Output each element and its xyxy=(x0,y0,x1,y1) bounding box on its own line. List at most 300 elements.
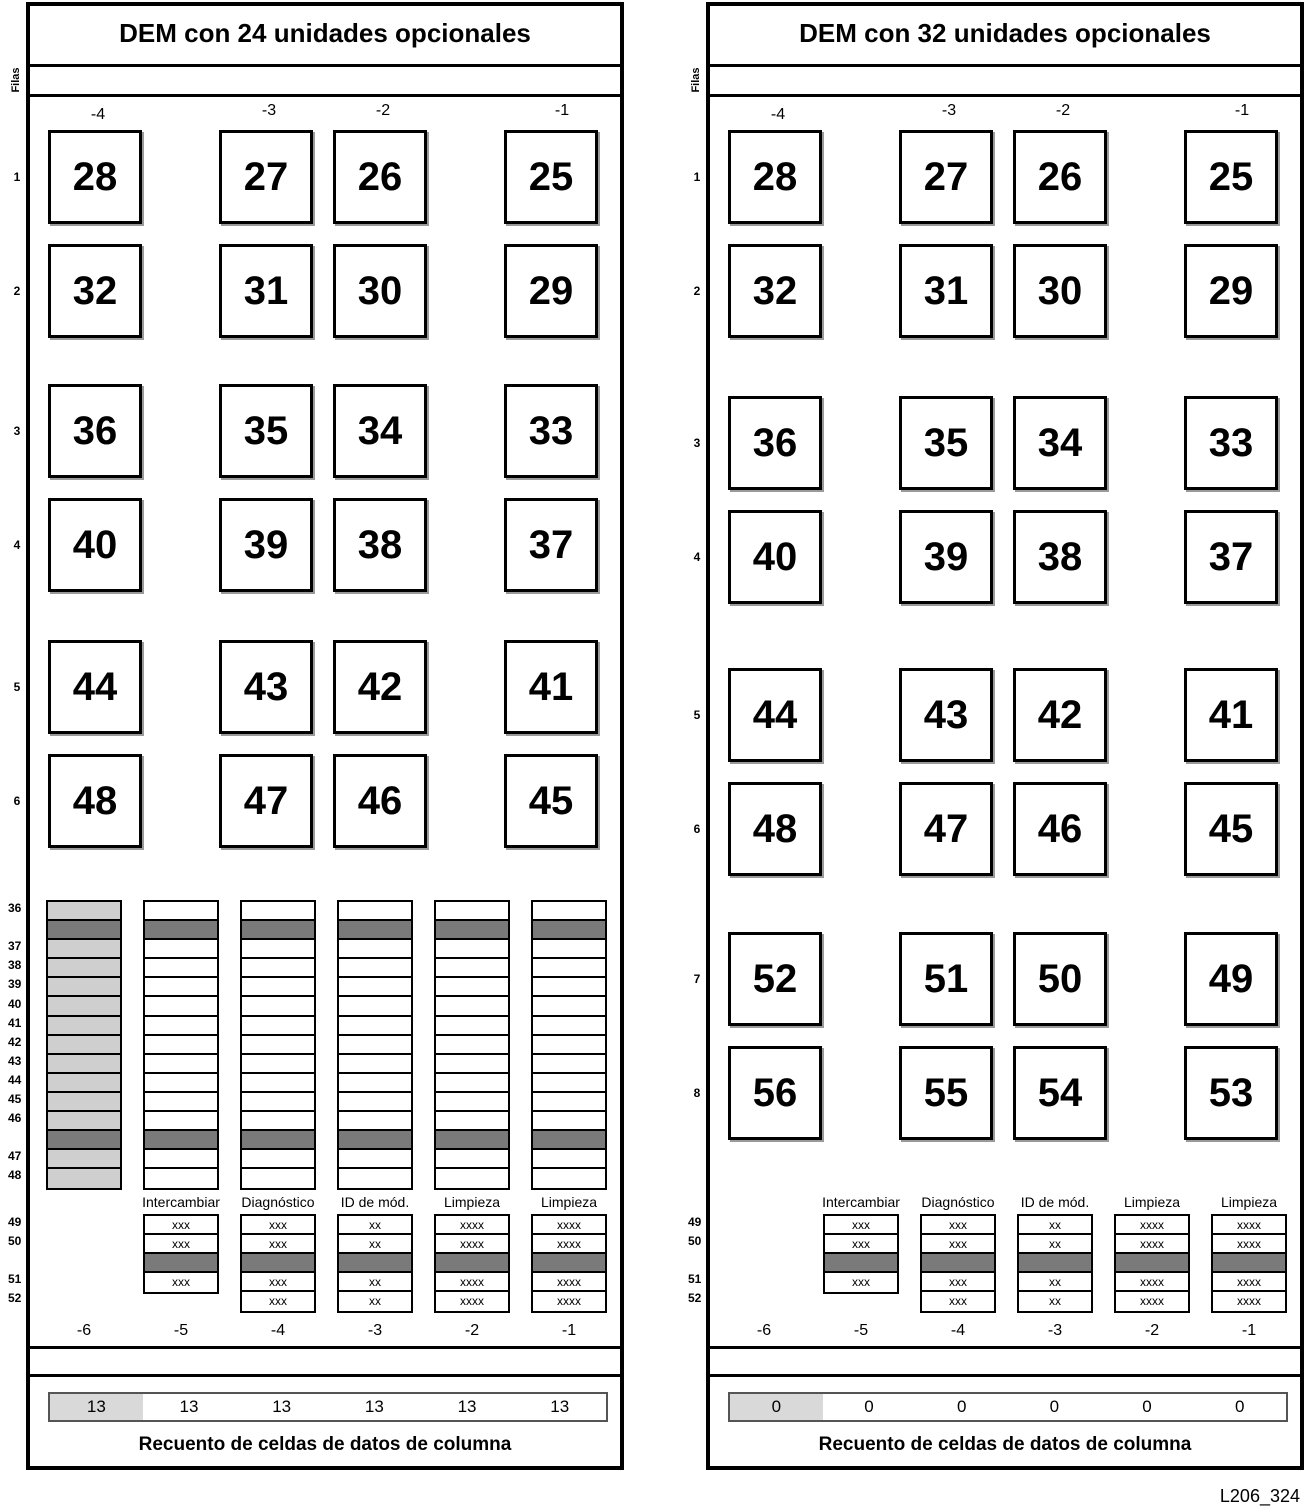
cell-row-number: 40 xyxy=(8,996,22,1011)
drive-slot[interactable]: 54 xyxy=(1013,1046,1107,1140)
storage-cell[interactable] xyxy=(339,921,411,940)
count-caption: Recuento de celdas de datos de columna xyxy=(138,1434,512,1455)
filas-label xyxy=(688,62,702,102)
special-column-label: Limpieza xyxy=(1123,1194,1181,1210)
storage-cell[interactable] xyxy=(533,1017,605,1036)
left-panel-dem-24 xyxy=(8,2,624,1470)
special-column-label: Diagnóstico xyxy=(241,1194,315,1210)
special-row-number: 49 xyxy=(688,1215,702,1229)
special-cell[interactable]: xx xyxy=(339,1235,411,1254)
special-cell[interactable]: xxx xyxy=(145,1273,217,1292)
special-row-number: 50 xyxy=(688,1234,702,1248)
column-data-cell-count-bar xyxy=(48,1392,608,1422)
column-count-value: 0 xyxy=(864,1397,874,1416)
column-count-value: 13 xyxy=(550,1397,570,1416)
storage-cell[interactable] xyxy=(242,1112,314,1131)
column-count-value: 0 xyxy=(730,1394,823,1420)
drive-slot[interactable]: 56 xyxy=(728,1046,822,1140)
drive-slot[interactable]: 31 xyxy=(899,244,993,338)
row-number: 8 xyxy=(693,1086,701,1100)
storage-cell[interactable] xyxy=(145,959,217,978)
storage-cell[interactable] xyxy=(242,1055,314,1074)
drive-slot[interactable]: 45 xyxy=(1184,782,1278,876)
storage-cell[interactable] xyxy=(436,1150,508,1169)
cell-row-number: 41 xyxy=(8,1015,22,1030)
special-column-label: Limpieza xyxy=(443,1194,501,1210)
storage-cell[interactable] xyxy=(436,940,508,959)
storage-cell[interactable] xyxy=(145,902,217,921)
storage-cell[interactable] xyxy=(339,902,411,921)
row-number: 4 xyxy=(13,538,21,552)
special-cell-column xyxy=(1114,1214,1190,1313)
special-cell[interactable]: xx xyxy=(1019,1235,1091,1254)
drive-slot[interactable]: 41 xyxy=(504,640,598,734)
special-cell[interactable]: xx xyxy=(339,1273,411,1292)
bottom-column-label: -4 xyxy=(270,1322,286,1339)
drive-slot[interactable]: 42 xyxy=(1013,668,1107,762)
drive-slot[interactable]: 36 xyxy=(48,384,142,478)
drive-slot[interactable]: 38 xyxy=(1013,510,1107,604)
special-row-number: 51 xyxy=(688,1272,702,1286)
storage-cell[interactable] xyxy=(145,1074,217,1093)
special-cell[interactable]: xxx xyxy=(922,1216,994,1235)
drive-slot[interactable]: 39 xyxy=(899,510,993,604)
storage-cell[interactable] xyxy=(339,1093,411,1112)
storage-cell[interactable] xyxy=(436,1017,508,1036)
drive-slot[interactable]: 50 xyxy=(1013,932,1107,1026)
special-cell[interactable]: xxx xyxy=(922,1292,994,1311)
storage-cell[interactable] xyxy=(48,921,120,940)
storage-cell[interactable] xyxy=(339,978,411,997)
column-header: -2 xyxy=(1055,102,1071,119)
special-cell[interactable]: xxx xyxy=(145,1216,217,1235)
right-panel-dem-32 xyxy=(688,2,1304,1470)
special-cell[interactable]: xxx xyxy=(145,1235,217,1254)
special-cell-column xyxy=(531,1214,607,1313)
storage-cell[interactable] xyxy=(145,1055,217,1074)
panel-title: DEM con 32 unidades opcionales xyxy=(799,18,1211,48)
drive-slot[interactable]: 26 xyxy=(333,130,427,224)
bottom-column-label: -1 xyxy=(1241,1322,1257,1339)
special-column-label: Diagnóstico xyxy=(921,1194,995,1210)
special-cell[interactable]: xxx xyxy=(242,1273,314,1292)
storage-cell[interactable] xyxy=(339,959,411,978)
drive-slot[interactable]: 49 xyxy=(1184,932,1278,1026)
storage-cell[interactable] xyxy=(533,1112,605,1131)
storage-cell-column xyxy=(240,900,316,1190)
storage-cell[interactable] xyxy=(436,902,508,921)
column-count-value: 13 xyxy=(364,1397,384,1416)
storage-cell[interactable] xyxy=(339,997,411,1016)
storage-cell[interactable] xyxy=(242,1150,314,1169)
special-row-number: 52 xyxy=(688,1291,702,1305)
drive-slot[interactable]: 47 xyxy=(219,754,313,848)
storage-cell[interactable] xyxy=(242,902,314,921)
drive-slot[interactable]: 28 xyxy=(728,130,822,224)
drive-slot[interactable]: 32 xyxy=(48,244,142,338)
cell-row-number: 48 xyxy=(8,1168,22,1183)
storage-cell[interactable] xyxy=(533,1131,605,1150)
row-number: 3 xyxy=(13,424,21,438)
header-divider xyxy=(710,94,1300,97)
drive-slot[interactable]: 53 xyxy=(1184,1046,1278,1140)
cell-row-number: 37 xyxy=(8,939,22,954)
column-count-value: 13 xyxy=(50,1394,143,1420)
storage-cell[interactable] xyxy=(533,902,605,921)
storage-cell[interactable] xyxy=(242,997,314,1016)
special-cell-blocked xyxy=(339,1254,411,1273)
storage-cell[interactable] xyxy=(436,1055,508,1074)
storage-cell[interactable] xyxy=(48,1055,120,1074)
drive-slot[interactable]: 27 xyxy=(899,130,993,224)
special-cell[interactable]: xxx xyxy=(825,1216,897,1235)
cell-row-number: 38 xyxy=(8,958,22,973)
bottom-column-label: -3 xyxy=(1047,1322,1063,1339)
storage-cell[interactable] xyxy=(533,1074,605,1093)
storage-cell[interactable] xyxy=(48,1150,120,1169)
drive-slot[interactable]: 26 xyxy=(1013,130,1107,224)
storage-cell[interactable] xyxy=(533,978,605,997)
special-column-label: Intercambiar xyxy=(142,1194,220,1210)
separator-line xyxy=(710,1374,1300,1377)
special-cell[interactable]: xxxx xyxy=(1213,1273,1285,1292)
drive-slot[interactable]: 32 xyxy=(728,244,822,338)
special-cell[interactable]: xxx xyxy=(825,1235,897,1254)
storage-cell[interactable] xyxy=(533,1150,605,1169)
storage-cell[interactable] xyxy=(145,1112,217,1131)
storage-cell[interactable] xyxy=(145,1036,217,1055)
drive-slot[interactable]: 40 xyxy=(728,510,822,604)
cell-row-number: 45 xyxy=(8,1092,22,1106)
filas-label xyxy=(8,62,22,102)
drive-slot[interactable]: 37 xyxy=(1184,510,1278,604)
drive-slot[interactable]: 28 xyxy=(48,130,142,224)
special-column-label: ID de mód. xyxy=(340,1194,410,1210)
column-count-value: 13 xyxy=(179,1397,199,1416)
drive-slot[interactable]: 25 xyxy=(504,130,598,224)
panel-title-band xyxy=(30,6,620,67)
drive-slot[interactable]: 46 xyxy=(1013,782,1107,876)
storage-cell[interactable] xyxy=(436,997,508,1016)
drive-slot[interactable]: 46 xyxy=(333,754,427,848)
special-cell[interactable]: xxx xyxy=(825,1273,897,1292)
special-cell[interactable]: xxxx xyxy=(436,1292,508,1311)
cell-row-number: 46 xyxy=(8,1111,22,1126)
special-row-number: 49 xyxy=(8,1215,22,1229)
storage-cell[interactable] xyxy=(436,1131,508,1150)
panel-title: DEM con 24 unidades opcionales xyxy=(119,18,531,48)
storage-cell[interactable] xyxy=(339,1055,411,1074)
storage-cell[interactable] xyxy=(145,1017,217,1036)
storage-cell[interactable] xyxy=(48,978,120,997)
drive-slot[interactable]: 27 xyxy=(219,130,313,224)
storage-cell[interactable] xyxy=(339,1112,411,1131)
storage-cell[interactable] xyxy=(436,1036,508,1055)
drive-slot[interactable]: 36 xyxy=(728,396,822,490)
storage-cell[interactable] xyxy=(48,940,120,959)
storage-cell[interactable] xyxy=(145,1093,217,1112)
column-header: -1 xyxy=(554,102,570,119)
separator-line xyxy=(710,1346,1300,1349)
filas-text: Filas xyxy=(690,67,702,93)
bottom-column-label: -5 xyxy=(853,1322,869,1339)
storage-cell[interactable] xyxy=(339,1074,411,1093)
storage-cell[interactable] xyxy=(145,1131,217,1150)
storage-cell[interactable] xyxy=(339,1036,411,1055)
cell-row-number: 42 xyxy=(8,1034,22,1049)
drive-slot[interactable]: 34 xyxy=(333,384,427,478)
special-cell-blocked xyxy=(1019,1254,1091,1273)
drive-slot[interactable]: 29 xyxy=(1184,244,1278,338)
bottom-column-label: -2 xyxy=(1144,1322,1160,1339)
storage-cell[interactable] xyxy=(533,1055,605,1074)
storage-cell[interactable] xyxy=(242,959,314,978)
drive-slot[interactable]: 48 xyxy=(728,782,822,876)
drive-slot[interactable]: 33 xyxy=(504,384,598,478)
special-row-number: 50 xyxy=(8,1234,22,1248)
special-cell-column xyxy=(823,1214,899,1294)
drive-slot[interactable]: 38 xyxy=(333,498,427,592)
storage-cell[interactable] xyxy=(48,997,120,1016)
special-cell-column xyxy=(434,1214,510,1313)
special-column-label: ID de mód. xyxy=(1020,1194,1090,1210)
special-cell-blocked xyxy=(1116,1254,1188,1273)
storage-cell[interactable] xyxy=(48,1131,120,1150)
special-cell[interactable]: xx xyxy=(1019,1216,1091,1235)
storage-cell[interactable] xyxy=(242,940,314,959)
storage-cell-column xyxy=(46,900,122,1190)
row-number: 5 xyxy=(13,680,21,694)
storage-cell[interactable] xyxy=(339,1169,411,1188)
bottom-column-label: -4 xyxy=(950,1322,966,1339)
special-cell[interactable]: xx xyxy=(339,1216,411,1235)
special-cell-blocked xyxy=(1213,1254,1285,1273)
storage-cell[interactable] xyxy=(339,1017,411,1036)
cell-row-number: 39 xyxy=(8,977,22,992)
special-cell[interactable]: xxxx xyxy=(1116,1216,1188,1235)
storage-cell[interactable] xyxy=(436,921,508,940)
bottom-column-label: -1 xyxy=(561,1322,577,1339)
column-count-value: 0 xyxy=(1049,1397,1060,1416)
drive-slot[interactable]: 52 xyxy=(728,932,822,1026)
storage-cell[interactable] xyxy=(48,902,120,921)
row-number: 1 xyxy=(13,170,21,184)
bottom-column-label: -5 xyxy=(173,1322,189,1339)
special-cell[interactable]: xxxx xyxy=(1116,1235,1188,1254)
storage-cell[interactable] xyxy=(242,1169,314,1188)
special-cell[interactable]: xx xyxy=(1019,1273,1091,1292)
storage-cell[interactable] xyxy=(533,1093,605,1112)
drive-slot[interactable]: 33 xyxy=(1184,396,1278,490)
storage-cell[interactable] xyxy=(436,1074,508,1093)
column-header: -3 xyxy=(261,102,277,119)
row-number: 3 xyxy=(693,436,701,450)
storage-cell[interactable] xyxy=(533,959,605,978)
storage-cell[interactable] xyxy=(339,1150,411,1169)
storage-cell[interactable] xyxy=(436,959,508,978)
drive-slot[interactable]: 40 xyxy=(48,498,142,592)
special-cell[interactable]: xxx xyxy=(242,1235,314,1254)
row-number: 2 xyxy=(693,284,701,298)
special-cell[interactable]: xxxx xyxy=(1116,1273,1188,1292)
column-header: -4 xyxy=(770,106,786,123)
special-cell[interactable]: xxxx xyxy=(1213,1235,1285,1254)
special-row-number: 51 xyxy=(8,1272,22,1286)
row-number: 1 xyxy=(693,170,701,184)
cell-row-number: 43 xyxy=(8,1053,22,1068)
special-cell[interactable]: xxxx xyxy=(436,1216,508,1235)
column-header: -1 xyxy=(1234,102,1250,119)
drive-slot[interactable]: 25 xyxy=(1184,130,1278,224)
drive-slot[interactable]: 43 xyxy=(219,640,313,734)
special-cell[interactable]: xx xyxy=(339,1292,411,1311)
special-row-number: 52 xyxy=(8,1291,22,1305)
special-cell[interactable]: xx xyxy=(1019,1292,1091,1311)
special-cell[interactable]: xxxx xyxy=(436,1273,508,1292)
separator-line xyxy=(30,1374,620,1377)
drive-slot[interactable]: 42 xyxy=(333,640,427,734)
row-number: 2 xyxy=(13,284,21,298)
storage-cell[interactable] xyxy=(48,1112,120,1131)
row-number: 5 xyxy=(693,708,701,722)
storage-cell[interactable] xyxy=(533,1169,605,1188)
special-cell-blocked xyxy=(145,1254,217,1273)
drive-slot[interactable]: 43 xyxy=(899,668,993,762)
storage-cell[interactable] xyxy=(242,978,314,997)
storage-cell[interactable] xyxy=(48,1169,120,1188)
cell-row-number: 44 xyxy=(8,1072,22,1087)
storage-cell-column xyxy=(434,900,510,1190)
special-cell[interactable]: xxxx xyxy=(533,1273,605,1292)
drive-slot[interactable]: 30 xyxy=(1013,244,1107,338)
bottom-column-label: -2 xyxy=(464,1322,480,1339)
storage-cell[interactable] xyxy=(533,997,605,1016)
special-cell[interactable]: xxx xyxy=(242,1216,314,1235)
special-cell-column xyxy=(1017,1214,1093,1313)
column-count-value: 0 xyxy=(1234,1397,1245,1416)
storage-cell[interactable] xyxy=(48,1017,120,1036)
storage-cell[interactable] xyxy=(242,1131,314,1150)
count-caption: Recuento de celdas de datos de columna xyxy=(818,1434,1192,1455)
storage-cell[interactable] xyxy=(242,921,314,940)
drive-slot[interactable]: 29 xyxy=(504,244,598,338)
special-cell[interactable]: xxxx xyxy=(1116,1292,1188,1311)
special-column-label: Limpieza xyxy=(1220,1194,1278,1210)
storage-cell[interactable] xyxy=(242,1036,314,1055)
storage-cell[interactable] xyxy=(436,978,508,997)
drive-slot[interactable]: 35 xyxy=(219,384,313,478)
drive-slot[interactable]: 44 xyxy=(48,640,142,734)
special-cell-column xyxy=(240,1214,316,1313)
drive-slot[interactable]: 51 xyxy=(899,932,993,1026)
special-cell-column xyxy=(1211,1214,1287,1313)
panel-title-band xyxy=(710,6,1300,67)
storage-cell[interactable] xyxy=(242,1093,314,1112)
storage-cell[interactable] xyxy=(242,1017,314,1036)
column-header: -3 xyxy=(941,102,957,119)
special-cell[interactable]: xxxx xyxy=(1213,1292,1285,1311)
storage-cell[interactable] xyxy=(48,1093,120,1112)
storage-cell[interactable] xyxy=(436,1112,508,1131)
storage-cell[interactable] xyxy=(533,1036,605,1055)
storage-cell[interactable] xyxy=(145,997,217,1016)
column-count-value: 0 xyxy=(1142,1397,1152,1416)
special-cell[interactable]: xxxx xyxy=(533,1216,605,1235)
storage-cell[interactable] xyxy=(242,1074,314,1093)
storage-cell[interactable] xyxy=(533,921,605,940)
drive-slot[interactable]: 35 xyxy=(899,396,993,490)
column-data-cell-count-bar xyxy=(728,1392,1288,1422)
cell-row-number: 47 xyxy=(8,1149,22,1164)
storage-cell[interactable] xyxy=(48,1036,120,1055)
column-header: -2 xyxy=(375,102,391,119)
storage-cell[interactable] xyxy=(339,940,411,959)
special-column-label: Intercambiar xyxy=(822,1194,900,1210)
drive-slot[interactable]: 55 xyxy=(899,1046,993,1140)
figure-id: L206_324 xyxy=(1219,1486,1300,1506)
storage-cell[interactable] xyxy=(145,1169,217,1188)
storage-cell[interactable] xyxy=(533,940,605,959)
special-cell[interactable]: xxxx xyxy=(1213,1216,1285,1235)
storage-cell[interactable] xyxy=(145,921,217,940)
drive-slot[interactable]: 41 xyxy=(1184,668,1278,762)
bottom-column-label: -3 xyxy=(367,1322,383,1339)
special-cell[interactable]: xxxx xyxy=(436,1235,508,1254)
storage-cell[interactable] xyxy=(48,959,120,978)
row-number: 7 xyxy=(693,972,701,986)
special-cell-blocked xyxy=(922,1254,994,1273)
storage-cell[interactable] xyxy=(436,1093,508,1112)
special-cell-blocked xyxy=(533,1254,605,1273)
special-cell[interactable]: xxxx xyxy=(533,1235,605,1254)
special-cell[interactable]: xxxx xyxy=(533,1292,605,1311)
column-count-value: 13 xyxy=(272,1397,292,1416)
storage-cell[interactable] xyxy=(145,1150,217,1169)
row-number: 4 xyxy=(693,550,701,564)
special-cell-column xyxy=(920,1214,996,1313)
storage-cell[interactable] xyxy=(48,1074,120,1093)
filas-text: Filas xyxy=(10,67,22,93)
storage-cell[interactable] xyxy=(145,978,217,997)
storage-cell[interactable] xyxy=(436,1169,508,1188)
drive-slot[interactable]: 45 xyxy=(504,754,598,848)
storage-cell-column xyxy=(531,900,607,1190)
bottom-column-label: -6 xyxy=(756,1322,772,1339)
header-divider xyxy=(30,94,620,97)
special-cell[interactable]: xxx xyxy=(922,1273,994,1292)
drive-slot[interactable]: 39 xyxy=(219,498,313,592)
storage-cell[interactable] xyxy=(339,1131,411,1150)
storage-cell[interactable] xyxy=(145,940,217,959)
column-header: -4 xyxy=(90,106,106,123)
special-cell-column xyxy=(337,1214,413,1313)
drive-slot[interactable]: 48 xyxy=(48,754,142,848)
drive-slot[interactable]: 47 xyxy=(899,782,993,876)
special-cell-column xyxy=(143,1214,219,1294)
special-cell[interactable]: xxx xyxy=(242,1292,314,1311)
special-column-label: Limpieza xyxy=(540,1194,598,1210)
special-cell[interactable]: xxx xyxy=(922,1235,994,1254)
row-number: 6 xyxy=(693,822,701,836)
special-cell-blocked xyxy=(436,1254,508,1273)
drive-slot[interactable]: 44 xyxy=(728,668,822,762)
drive-slot[interactable]: 31 xyxy=(219,244,313,338)
drive-slot[interactable]: 34 xyxy=(1013,396,1107,490)
row-number: 6 xyxy=(13,794,21,808)
column-count-value: 13 xyxy=(457,1397,477,1416)
drive-slot[interactable]: 37 xyxy=(504,498,598,592)
drive-slot[interactable]: 30 xyxy=(333,244,427,338)
